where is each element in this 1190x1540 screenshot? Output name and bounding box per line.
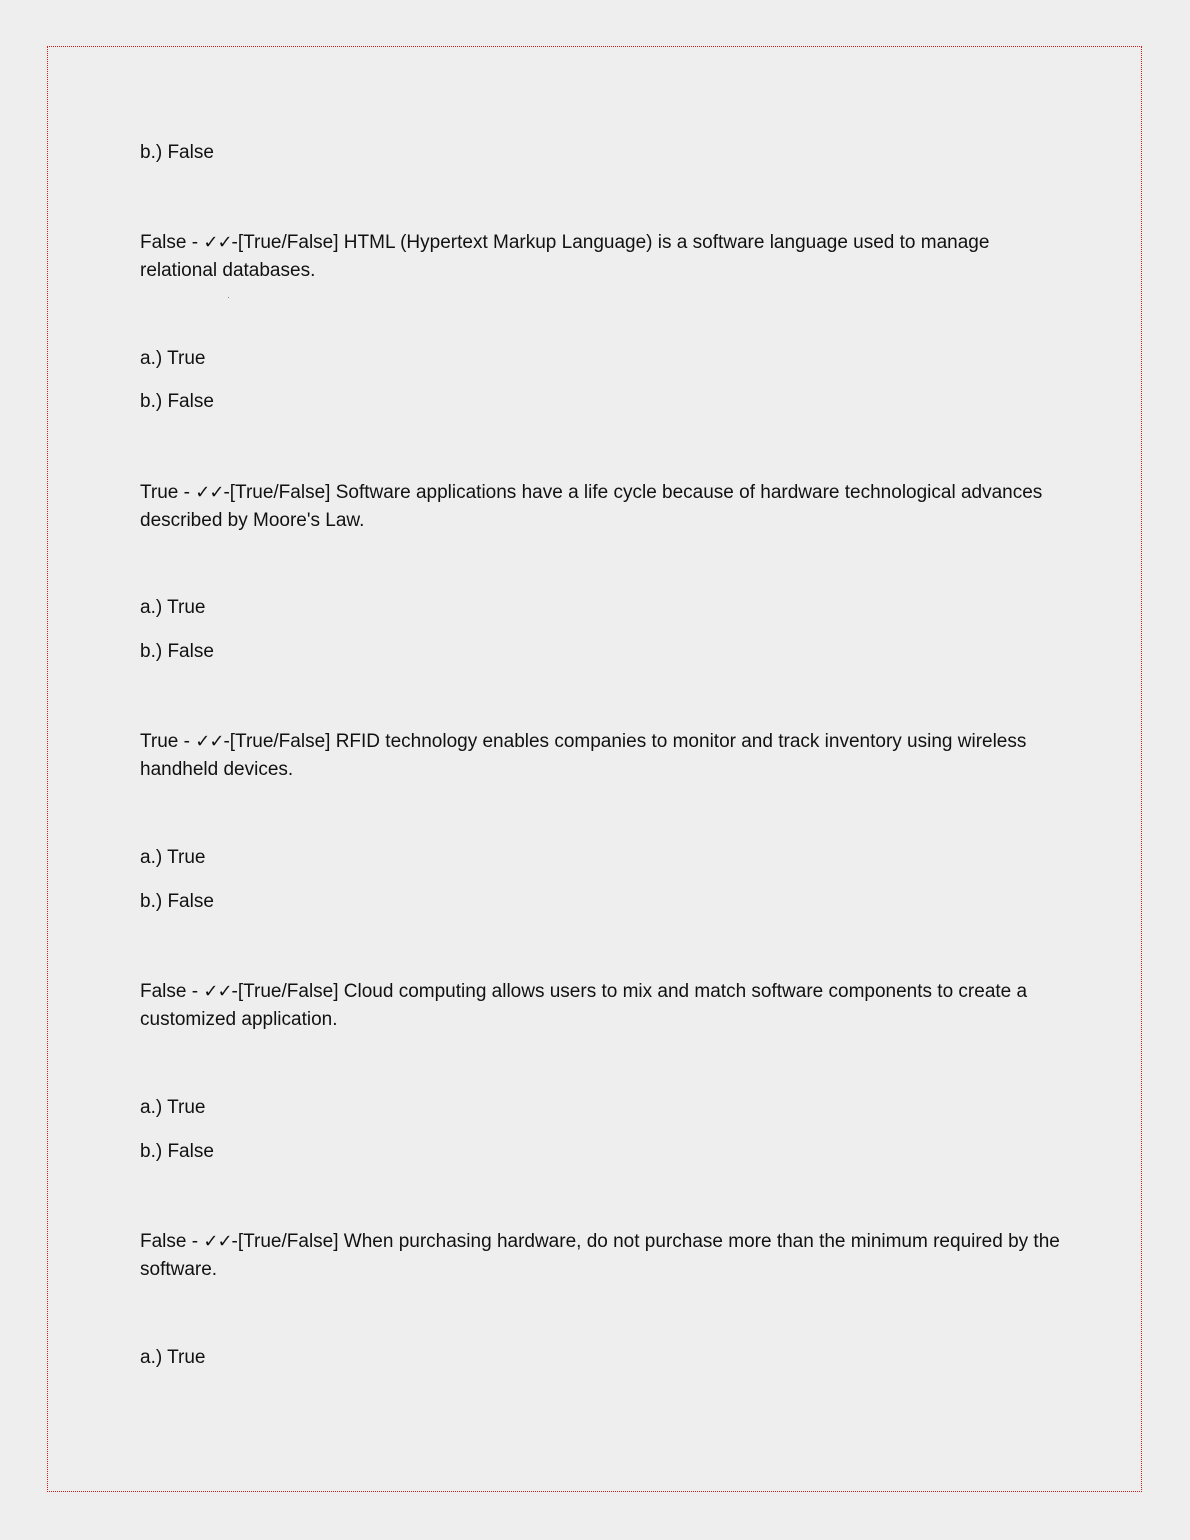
answer-label: True <box>140 731 179 752</box>
question-body: -[True/False] HTML (Hypertext Markup Language) is a software language used to manage relational databases. <box>140 232 990 281</box>
double-check-icon: ✓✓ <box>203 981 232 1002</box>
answer-option: a.) True <box>140 597 206 618</box>
answer-label: False <box>140 232 187 253</box>
answer-option: a.) True <box>140 1097 206 1118</box>
question-body: -[True/False] Cloud computing allows users to mix and match software components to create a customized application. <box>140 981 1028 1030</box>
question-text: False - ✓✓-[True/False] Cloud computing allows users to mix and match software components to create a customized application. <box>140 981 1028 1030</box>
answer-option: b.) False <box>140 1141 214 1162</box>
answer-label: True <box>140 482 179 503</box>
question-text: False - ✓✓-[True/False] HTML (Hypertext Markup Language) is a software language used to manage relational databases. <box>140 232 990 281</box>
double-check-icon: ✓✓ <box>203 1231 232 1252</box>
answer-label: False <box>140 981 187 1002</box>
question-text: True - ✓✓-[True/False] RFID technology enables companies to monitor and track inventory using wireless handheld devices. <box>140 731 1027 780</box>
stray-mark <box>228 297 229 298</box>
answer-option: b.) False <box>140 142 214 163</box>
question-body: -[True/False] RFID technology enables companies to monitor and track inventory using wireless handheld devices. <box>140 731 1027 780</box>
question-text: False - ✓✓-[True/False] When purchasing hardware, do not purchase more than the minimum required by the software. <box>140 1231 1060 1280</box>
double-check-icon: ✓✓ <box>195 482 224 503</box>
question-text: True - ✓✓-[True/False] Software applications have a life cycle because of hardware technological advances described by Moore's Law. <box>140 482 1043 531</box>
double-check-icon: ✓✓ <box>203 232 232 253</box>
question-body: -[True/False] Software applications have a life cycle because of hardware technological advances described by Moore's Law. <box>140 482 1043 531</box>
answer-label: False <box>140 1231 187 1252</box>
answer-option: a.) True <box>140 1347 206 1368</box>
answer-option: b.) False <box>140 641 214 662</box>
answer-option: a.) True <box>140 847 206 868</box>
double-check-icon: ✓✓ <box>195 731 224 752</box>
answer-option: a.) True <box>140 348 206 369</box>
question-body: -[True/False] When purchasing hardware, do not purchase more than the minimum required by the software. <box>140 1231 1060 1280</box>
answer-option: b.) False <box>140 891 214 912</box>
answer-option: b.) False <box>140 391 214 412</box>
